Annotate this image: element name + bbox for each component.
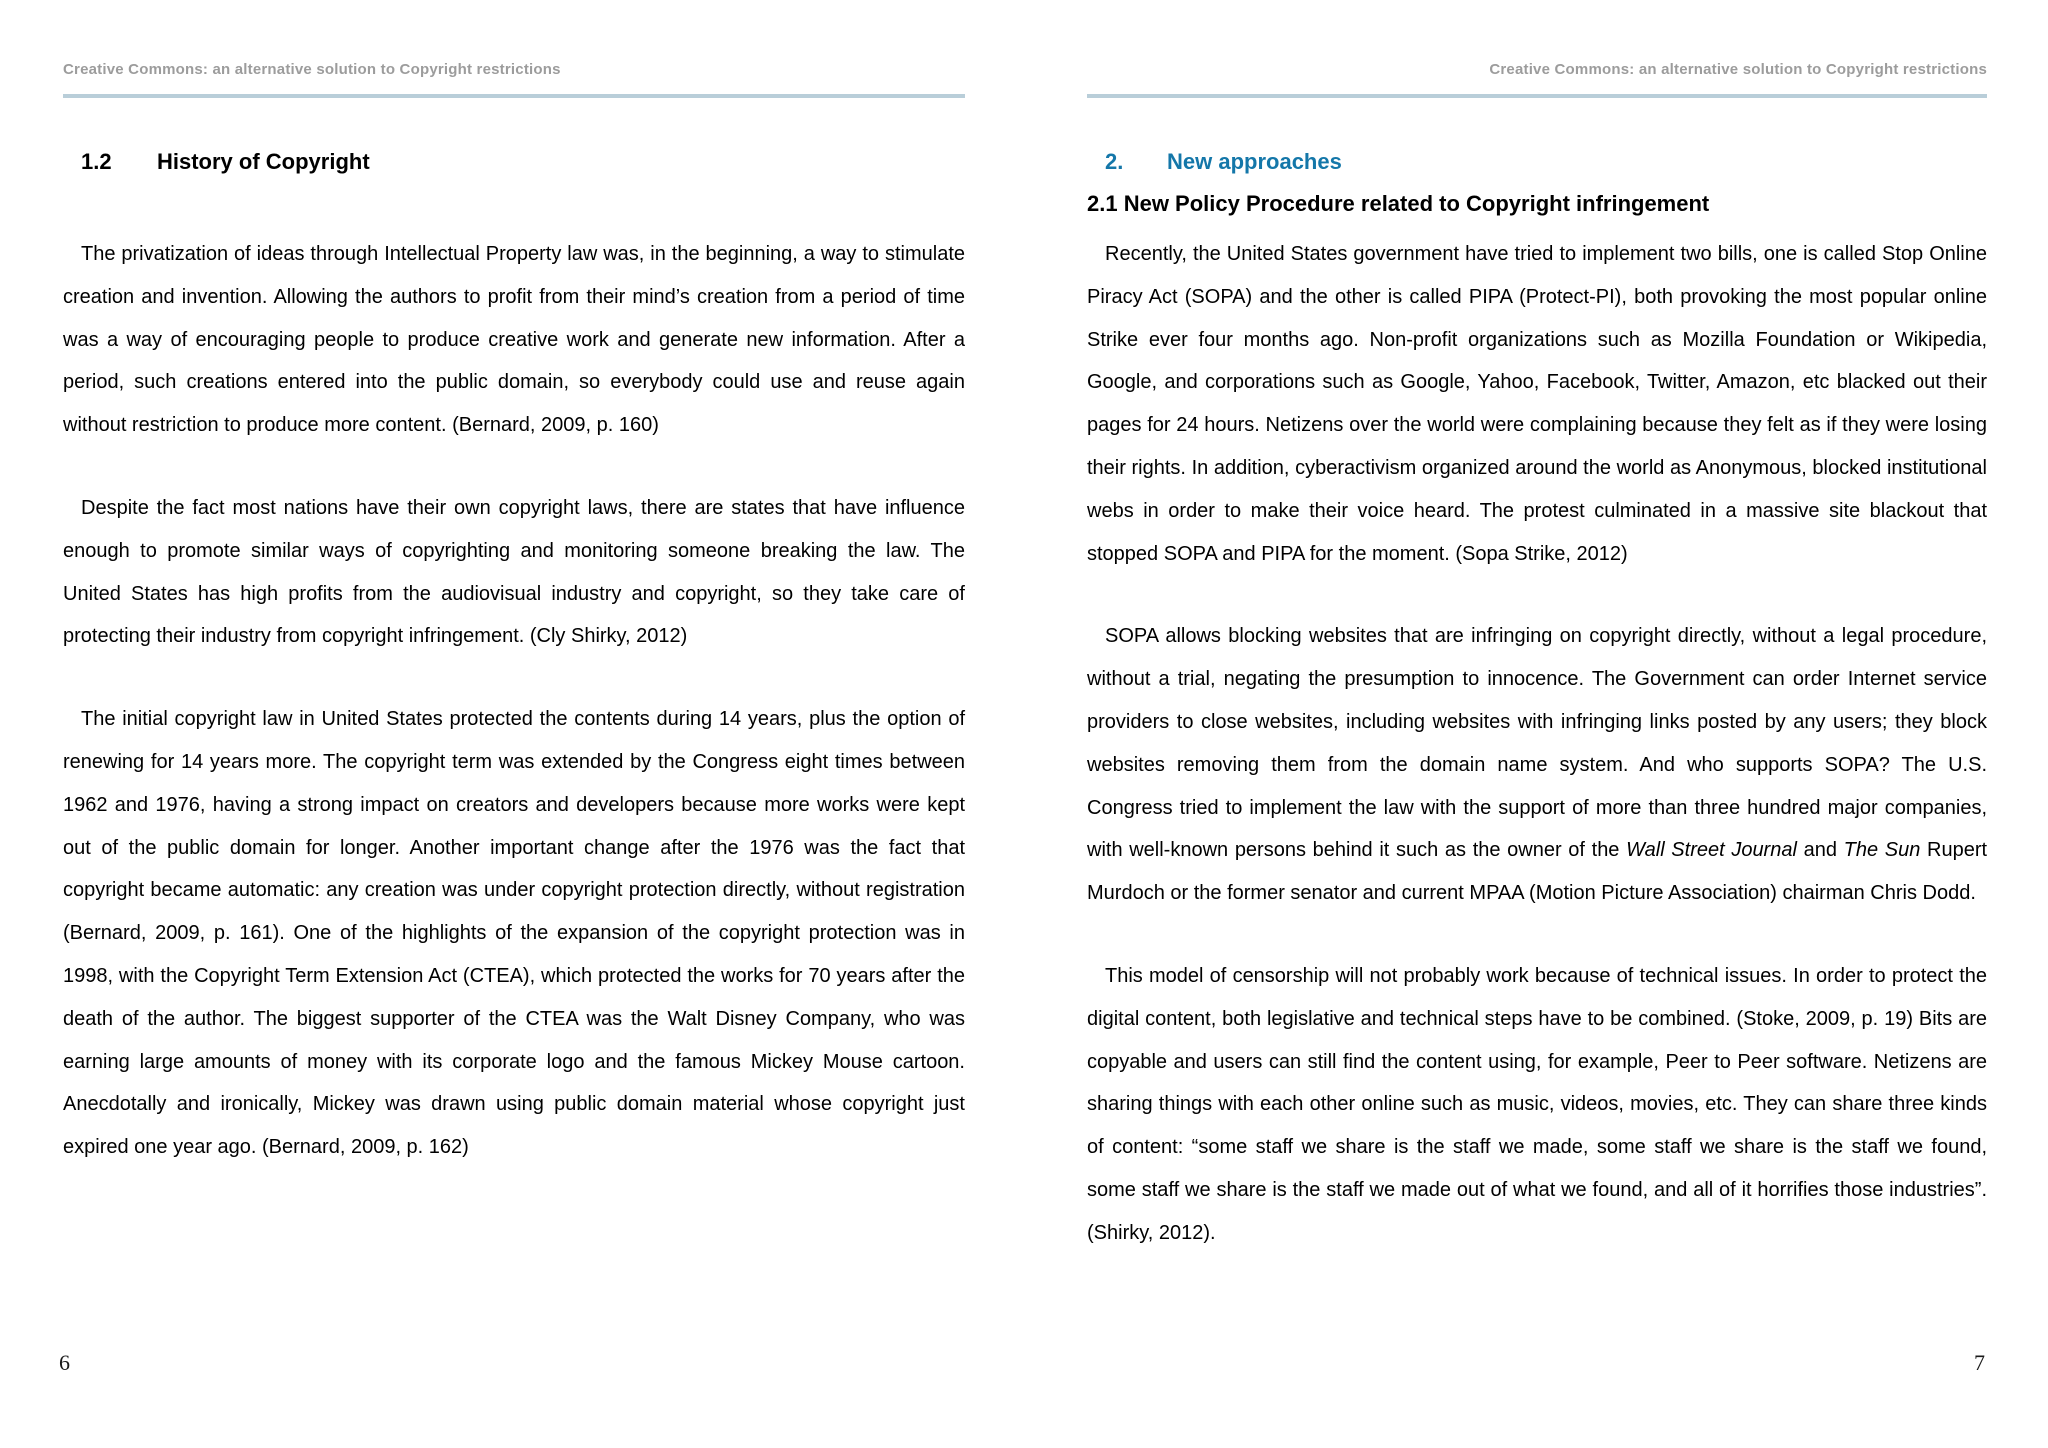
page-left: [59, 0, 965, 1448]
subsection-heading-policy-procedure: 2.1 New Policy Procedure related to Copyright infringement: [1087, 191, 1710, 216]
body-paragraphs-left: [63, 233, 965, 1169]
running-header-left: Creative Commons: an alternative solution to Copyright restrictions: [63, 61, 561, 78]
page-number-right: 7: [1974, 1350, 1985, 1375]
page-left-content: [63, 148, 965, 1169]
page-number-left: 6: [59, 1350, 70, 1375]
paragraph: The privatization of ideas through Intellectual Property law was, in the beginning, a way to stimulate creation and invention. Allowing the authors to profit from their mind’s creation from a period of time was a way of encouraging people to produce creative work and generate new information. After a period, such creations entered into the public domain, so everybody could use and reuse again without restriction to produce more content. (Bernard, 2009, p. 160): [63, 243, 965, 437]
section-title: History of Copyright: [157, 149, 370, 174]
header-rule-right: [1087, 94, 1987, 98]
section-number: 2.: [1105, 149, 1124, 174]
paragraph: This model of censorship will not probably work because of technical issues. In order to protect the digital content, both legislative and technical steps have to be combined. (Stoke, 2009, p. 19) Bits are copyable and users can still find the content using, for example, Peer to Peer software. Netizens are sharing things with each other online such as music, videos, movies, etc. They can share three kinds of content: “some staff we share is the staff we made, some staff we share is the staff we found, some staff we share is the staff we made out of what we found, and all of it horrifies those industries”. (Shirky, 2012).: [1087, 964, 1987, 1244]
page-right: [1087, 0, 1987, 1448]
section-heading-history: [81, 148, 965, 176]
page-right-content: [1087, 148, 1987, 1255]
paragraph: SOPA allows blocking websites that are infringing on copyright directly, without a legal procedure, without a trial, negating the presumption to innocence. The Government can order Internet service providers to close websites, including websites with infringing links posted by any users; they block websites removing them from the domain name system. And who supports SOPA? The U.S. Congress tried to implement the law with the support of more than three hundred major companies, with well-known persons behind it such as the owner of the Wall Street Journal and The Sun Rupert Murdoch or the former senator and current MPAA (Motion Picture Association) chairman Chris Dodd.: [1087, 625, 1988, 905]
header-rule-left: [63, 94, 965, 98]
paragraph: Despite the fact most nations have their own copyright laws, there are states that have influence enough to promote similar ways of copyrighting and monitoring someone breaking the law. The United States has high profits from the audiovisual industry and copyright, so they take care of protecting their industry from copyright infringement. (Cly Shirky, 2012): [63, 496, 965, 648]
section-heading-new-approaches: [1105, 148, 1987, 176]
section-number: 1.2: [81, 149, 112, 174]
paragraph: Recently, the United States government have tried to implement two bills, one is called Stop Online Piracy Act (SOPA) and the other is called PIPA (Protect-PI), both provoking the most popular online Strike ever four months ago. Non-profit organizations such as Mozilla Foundation or Wikipedia, Google, and corporations such as Google, Yahoo, Facebook, Twitter, Amazon, etc blacked out their pages for 24 hours. Netizens over the world were complaining because they felt as if they were losing their rights. In addition, cyberactivism organized around the world as Anonymous, blocked institutional webs in order to make their voice heard. The protest culminated in a massive site blackout that stopped SOPA and PIPA for the moment. (Sopa Strike, 2012): [1087, 243, 1987, 565]
body-paragraphs-right: [1087, 233, 1987, 1255]
paragraph: The initial copyright law in United States protected the contents during 14 years, plus the option of renewing for 14 years more. The copyright term was extended by the Congress eight times between 1962 and 1976, having a strong impact on creators and developers because more works were kept out of the public domain for longer. Another important change after the 1976 was the fact that copyright became automatic: any creation was under copyright protection directly, without registration (Bernard, 2009, p. 161). One of the highlights of the expansion of the copyright protection was in 1998, with the Copyright Term Extension Act (CTEA), which protected the works for 70 years after the death of the author. The biggest supporter of the CTEA was the Walt Disney Company, who was earning large amounts of money with its corporate logo and the famous Mickey Mouse cartoon. Anecdotally and ironically, Mickey was drawn using public domain material whose copyright just expired one year ago. (Bernard, 2009, p. 162): [63, 708, 965, 1159]
section-title: New approaches: [1167, 149, 1342, 174]
running-header-right: Creative Commons: an alternative solution to Copyright restrictions: [1489, 61, 1987, 78]
